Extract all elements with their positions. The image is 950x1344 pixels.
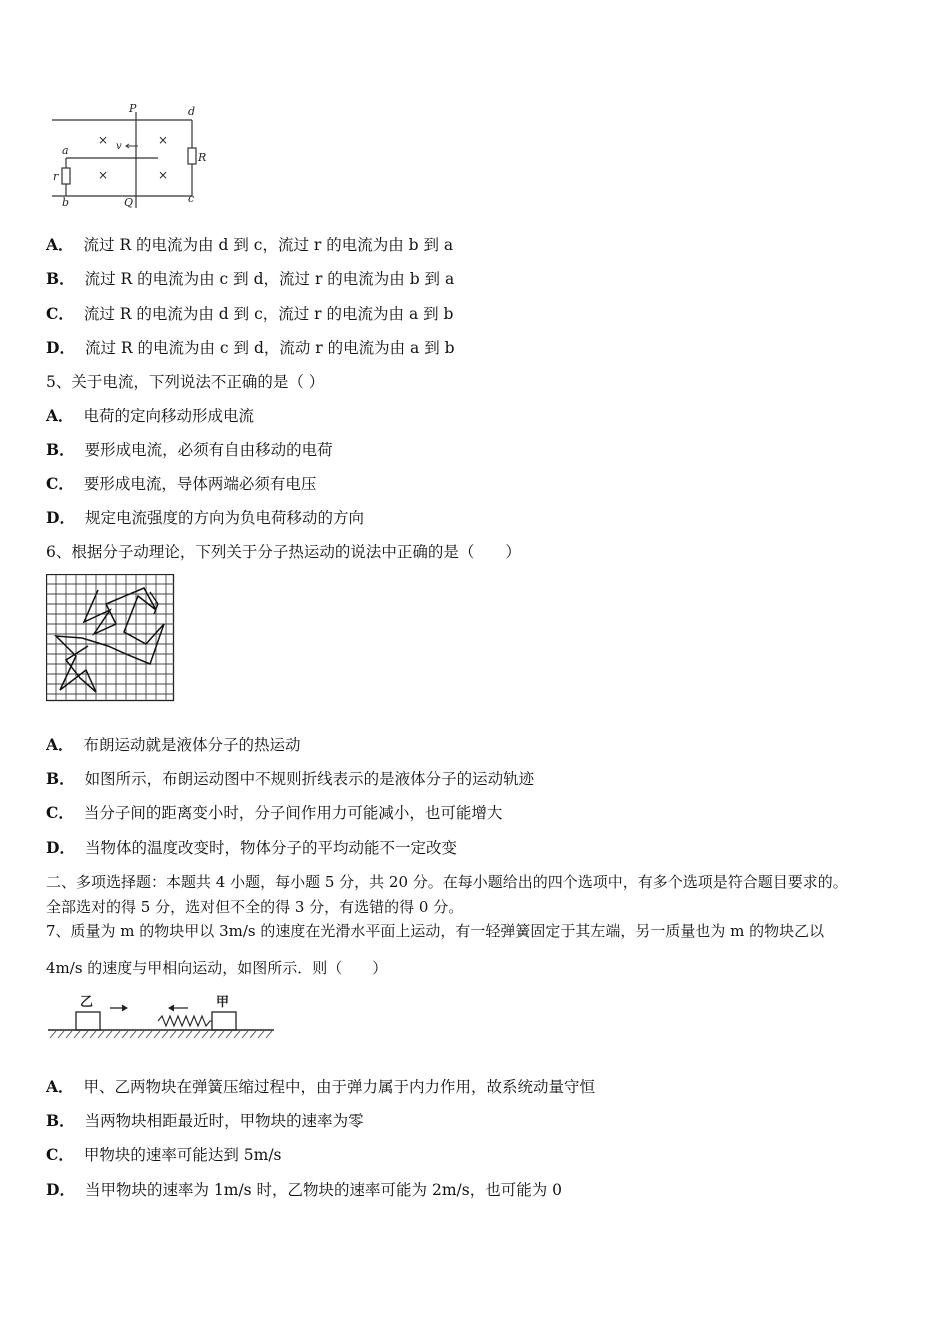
q5-option-a: A． 电荷的定向移动形成电流 (46, 406, 255, 425)
q7-stem-line1: 7、质量为 m 的物块甲以 3m/s 的速度在光滑水平面上运动，有一轻弹簧固定于其左端，另一质量也为 m 的物块乙以 (46, 922, 825, 940)
label-jia: 甲 (216, 995, 230, 1010)
q5-stem: 5、关于电流，下列说法不正确的是（ ） (46, 373, 325, 391)
q5-option-b: B． 要形成电流，必须有自由移动的电荷 (46, 440, 333, 459)
q7-stem-line2: 4m/s 的速度与甲相向运动，如图所示．则（ ） (46, 959, 388, 977)
q4-option-d: D． 流过 R 的电流为由 c 到 d，流动 r 的电流为由 a 到 b (46, 338, 455, 357)
label-d: d (188, 105, 196, 118)
section2-line1: 二、多项选择题：本题共 4 小题，每小题 5 分，共 20 分。在每小题给出的四个选项中，有多个选项是符合题目要求的。 (46, 873, 848, 891)
q6-option-b: B． 如图所示，布朗运动图中不规则折线表示的是液体分子的运动轨迹 (46, 769, 535, 788)
brownian-motion-figure (46, 574, 176, 702)
q4-option-a: A． 流过 R 的电流为由 d 到 c，流过 r 的电流为由 b 到 a (46, 235, 454, 254)
q6-option-d: D． 当物体的温度改变时，物体分子的平均动能不一定改变 (46, 838, 457, 857)
label-R: R (198, 151, 207, 164)
q6-stem: 6、根据分子动理论，下列关于分子热运动的说法中正确的是（ ） (46, 543, 521, 561)
spring-blocks-figure (46, 990, 276, 1046)
q7-option-a: A． 甲、乙两物块在弹簧压缩过程中，由于弹力属于内力作用，故系统动量守恒 (46, 1077, 596, 1096)
q7-option-b: B． 当两物块相距最近时，甲物块的速率为零 (46, 1111, 364, 1130)
q6-option-c: C． 当分子间的距离变小时，分子间作用力可能减小，也可能增大 (46, 803, 503, 822)
q5-option-c: C． 要形成电流，导体两端必须有电压 (46, 474, 317, 493)
label-c: c (188, 192, 195, 205)
label-Q: Q (124, 196, 134, 209)
label-yi: 乙 (80, 995, 94, 1010)
label-P: P (129, 102, 137, 115)
label-v: v (116, 141, 122, 152)
svg-text:×: × (98, 133, 109, 147)
circuit-figure (46, 100, 216, 215)
q7-option-d: D． 当甲物块的速率为 1m/s 时，乙物块的速率可能为 2m/s，也可能为 0 (46, 1180, 562, 1199)
q5-option-d: D． 规定电流强度的方向为负电荷移动的方向 (46, 508, 364, 527)
svg-text:×: × (98, 168, 109, 182)
svg-text:×: × (158, 168, 169, 182)
label-r: r (53, 170, 59, 183)
svg-text:×: × (158, 133, 169, 147)
q4-option-b: B． 流过 R 的电流为由 c 到 d，流过 r 的电流为由 b 到 a (46, 269, 455, 288)
label-a: a (62, 144, 69, 157)
q7-option-c: C． 甲物块的速率可能达到 5m/s (46, 1145, 282, 1164)
q6-option-a: A． 布朗运动就是液体分子的热运动 (46, 735, 301, 754)
section2-line2: 全部选对的得 5 分，选对但不全的得 3 分，有选错的得 0 分。 (46, 898, 464, 916)
label-b: b (62, 196, 70, 209)
q4-option-c: C． 流过 R 的电流为由 d 到 c，流过 r 的电流为由 a 到 b (46, 304, 454, 323)
